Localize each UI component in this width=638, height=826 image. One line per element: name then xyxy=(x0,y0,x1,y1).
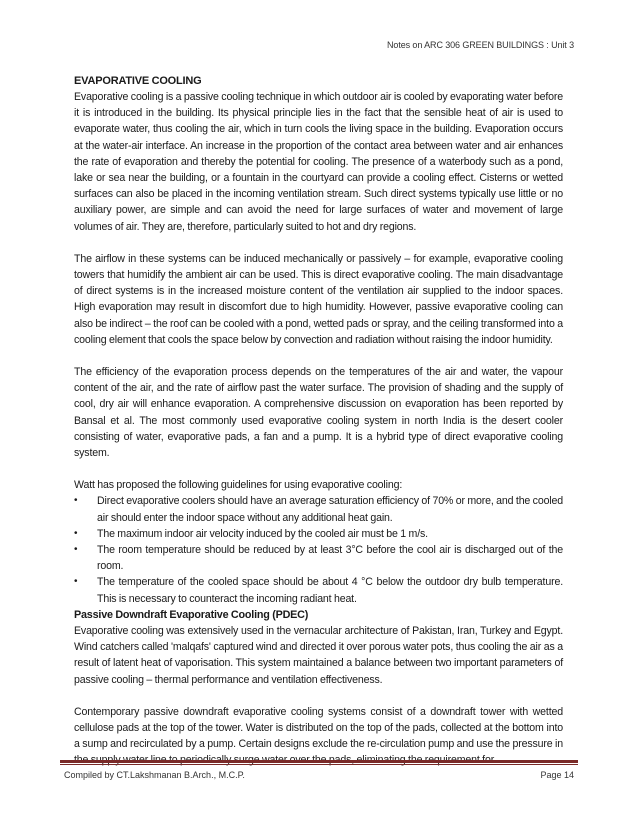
list-item xyxy=(74,493,563,525)
list-item-text: The maximum indoor air velocity induced by the cooled air must be 1 m/s. xyxy=(97,527,428,540)
paragraph-airflow: The airflow in these systems can be induced mechanically or passively – for example, evaporative cooling towers that humidify the ambient air can be used. This is direct evaporative cooling. The main disadvantage of direct systems is in the increased moisture content of the ventilation air supplied to the indoor spaces. High evaporation may result in discomfort due to high humidity. However, passive evaporative cooling can also be indirect – the roof can be cooled with a pond, wetted pads or spray, and the ceiling transformed into a cooling element that cools the space below by convection and radiation without raising the indoor humidity. xyxy=(74,252,563,346)
bullet-icon: • xyxy=(74,527,78,539)
list-item-text: The room temperature should be reduced by at least 3°C before the cool air is discharged out of the room. xyxy=(97,544,563,573)
footer-divider xyxy=(60,760,578,763)
guidelines-list xyxy=(74,493,563,606)
paragraph-pdec-history: Evaporative cooling was extensively used in the vernacular architecture of Pakistan, Iran, Turkey and Egypt. Wind catchers called 'malqafs' captured wind and directed it over porous water pots, thus cooling the air as a result of latent heat of vaporisation. This system maintained a balance between two important parameters of passive cooling – thermal performance and ventilation effectiveness. xyxy=(74,624,563,686)
bullet-icon: • xyxy=(74,576,78,588)
paragraph-efficiency: The efficiency of the evaporation process depends on the temperatures of the air and water, the vapour content of the air, and the rate of airflow past the water surface. The provision of shading and the supply of cool, dry air will enhance evaporation. A comprehensive discussion on evaporation has been reported by Bansal et al. The most commonly used evaporative cooling system in north India is the desert cooler consisting of water, evaporative pads, a fan and a pump. It is a hybrid type of direct evaporative cooling system. xyxy=(74,366,563,460)
page-content xyxy=(74,73,563,769)
subsection-title: Passive Downdraft Evaporative Cooling (PDEC) xyxy=(74,608,309,621)
list-item xyxy=(74,574,563,606)
paragraph-intro: Evaporative cooling is a passive cooling technique in which outdoor air is cooled by evaporating water before it is introduced in the building. Its physical principle lies in the fact that the sensible heat of air is used to evaporate water, thus cooling the air, which in turn cools the living space in the building. Evaporation occurs at the water-air interface. An increase in the proportion of the contact area between water and air enhances the rate of evaporation and thereby the potential for cooling. The presence of a waterbody such as a pond, lake or sea near the building, or a fountain in the courtyard can provide a cooling effect. Cisterns or wetted surfaces can also be placed in the incoming ventilation stream. Such direct systems typically use little or no auxiliary power, are simple and can avoid the need for large surfaces of water and movement of large volumes of air. They are, therefore, particularly suited to hot and dry regions. xyxy=(74,91,563,233)
running-header: Notes on ARC 306 GREEN BUILDINGS : Unit 3 xyxy=(387,40,574,50)
bullet-icon: • xyxy=(74,544,78,556)
section-title: EVAPORATIVE COOLING xyxy=(74,75,202,87)
guidelines-intro: Watt has proposed the following guidelines for using evaporative cooling: xyxy=(74,479,403,492)
list-item xyxy=(74,526,563,542)
footer-compiled-by: Compiled by CT.Lakshmanan B.Arch., M.C.P. xyxy=(64,770,245,780)
list-item-text: Direct evaporative coolers should have an average saturation efficiency of 70% or more, and the cooled air should enter the indoor space without any additional heat gain. xyxy=(97,495,563,524)
footer-divider-thin xyxy=(60,764,578,765)
list-item xyxy=(74,542,563,574)
list-item-text: The temperature of the cooled space should be about 4 °C below the outdoor dry bulb temperature. This is necessary to counteract the incoming radiant heat. xyxy=(97,576,563,605)
bullet-icon: • xyxy=(74,495,78,507)
paragraph-pdec-contemporary: Contemporary passive downdraft evaporative cooling systems consist of a downdraft tower with wetted cellulose pads at the top of the tower. Water is distributed on the top of the pads, collected at the bottom into a sump and recirculated by a pump. Certain designs exclude the re-circulation pump and use the pressure in xyxy=(74,705,563,751)
footer-page-number: Page 14 xyxy=(540,770,574,780)
